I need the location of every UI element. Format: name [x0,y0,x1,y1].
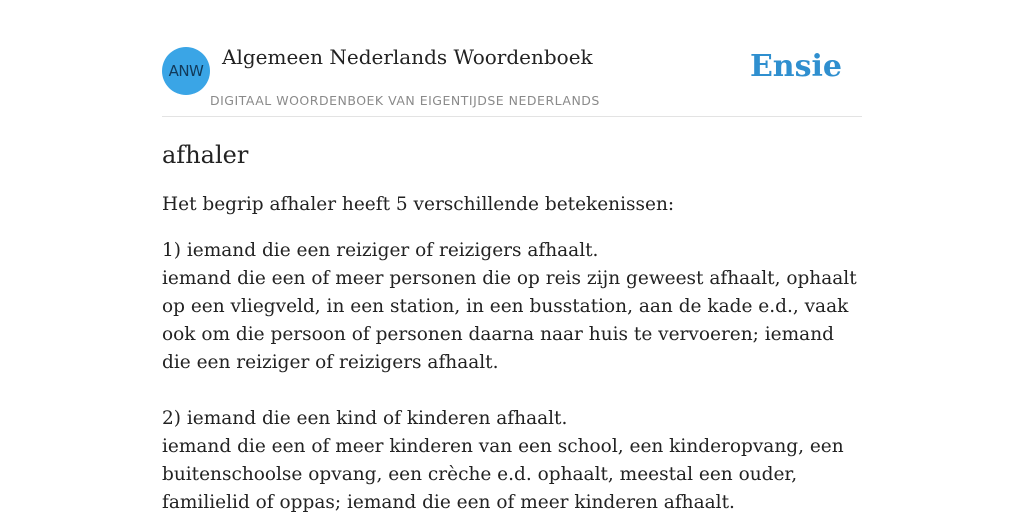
ensie-brand-link[interactable]: Ensie [749,49,842,84]
entry-content [162,140,862,512]
sense-item [162,237,862,377]
site-title[interactable]: Algemeen Nederlands Woordenboek [222,45,593,69]
entry-headword: afhaler [162,141,249,169]
sense-item [162,405,862,512]
sense-title: 2) iemand die een kind of kinderen afhaalt. [162,408,568,429]
site-subtitle: DIGITAAL WOORDENBOEK VAN EIGENTIJDSE NEDERLANDS [210,93,600,108]
entry-intro: Het begrip afhaler heeft 5 verschillende betekenissen: [162,194,675,215]
sense-title: 1) iemand die een reiziger of reizigers afhaalt. [162,240,599,261]
sense-definition: iemand die een of meer kinderen van een school, een kinderopvang, een buitenschoolse opvang, een crèche e.d. ophaalt, meestal een ouder, familielid of oppas; iemand die een of meer kinderen afhaalt. [162,436,844,512]
sense-definition: iemand die een of meer personen die op reis zijn geweest afhaalt, ophaalt op een vliegveld, in een station, in een busstation, aan de kade e.d., vaak ook om die persoon of personen daarna naar huis te vervoeren; iemand die een reiziger of reizigers afhaalt. [162,268,857,373]
site-header [162,0,862,117]
anw-logo[interactable]: ANW [162,47,210,95]
